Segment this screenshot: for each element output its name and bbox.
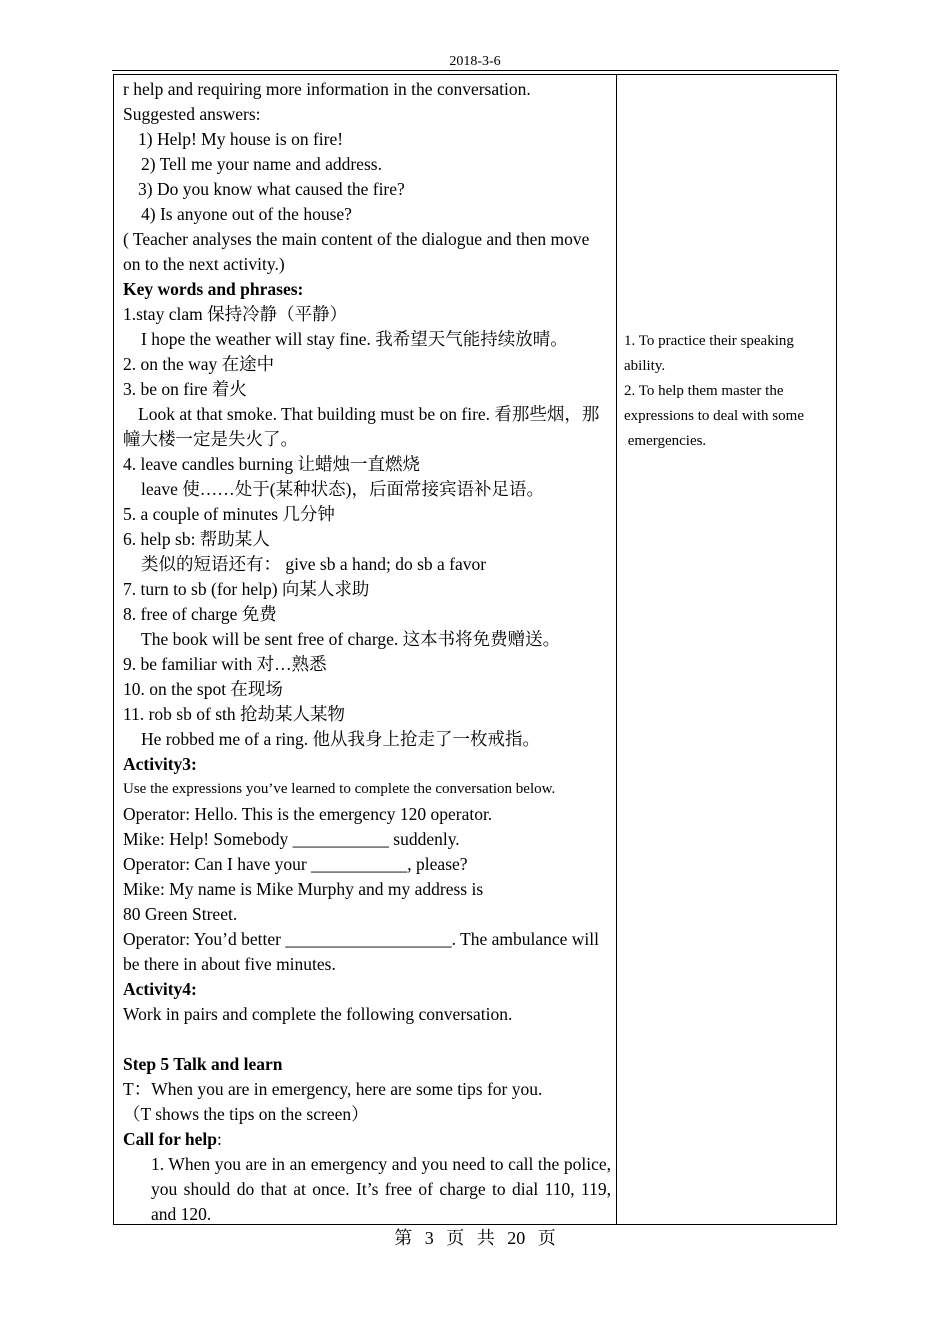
answer-2: 2) Tell me your name and address. bbox=[141, 154, 382, 174]
teacher-note: ( Teacher analyses the main content of the dialogue and then move on to the next activity.) bbox=[123, 229, 590, 274]
answer-3: 3) Do you know what caused the fire? bbox=[138, 179, 405, 199]
phrase-example: 类似的短语还有： give sb a hand; do sb a favor bbox=[141, 554, 487, 574]
page-number: 第 3 页 共 20 页 bbox=[394, 1228, 556, 1248]
purpose-line: emergencies. bbox=[624, 433, 707, 449]
tip-1: 1. When you are in an emergency and you need to call the police, you should do that at once. It’s free of charge to dial 110, 119, and 120. bbox=[151, 1154, 611, 1224]
call-for-help-colon: : bbox=[217, 1129, 222, 1149]
phrase-item: 8. free of charge 免费 bbox=[123, 604, 277, 624]
purpose-column bbox=[624, 329, 834, 454]
call-for-help-heading: Call for help bbox=[123, 1129, 217, 1149]
phrase-item: 4. leave candles burning 让蜡烛一直燃烧 bbox=[123, 454, 420, 474]
step5-text: T：When you are in emergency, here are some tips for you. bbox=[123, 1079, 543, 1099]
conversation-line: Mike: My name is Mike Murphy and my address is bbox=[123, 879, 484, 899]
phrase-item: 1.stay clam 保持冷静（平静） bbox=[123, 304, 348, 324]
phrase-item: 2. on the way 在途中 bbox=[123, 354, 275, 374]
step5-text: （T shows the tips on the screen） bbox=[123, 1104, 369, 1124]
conversation-line: Operator: Can I have your ___________, please? bbox=[123, 854, 468, 874]
activity4-heading: Activity4: bbox=[123, 979, 197, 999]
purpose-line: 1. To practice their speaking bbox=[624, 333, 794, 349]
purpose-line: expressions to deal with some bbox=[624, 408, 804, 424]
call-for-help-line bbox=[123, 1127, 611, 1152]
phrase-item: 5. a couple of minutes 几分钟 bbox=[123, 504, 335, 524]
phrase-item: 10. on the spot 在现场 bbox=[123, 679, 283, 699]
lesson-table bbox=[113, 74, 837, 1225]
procedure-column bbox=[123, 77, 611, 1227]
phrase-item: 7. turn to sb (for help) 向某人求助 bbox=[123, 579, 370, 599]
activity3-instruction: Use the expressions you’ve learned to complete the conversation below. bbox=[123, 781, 556, 797]
column-divider bbox=[616, 75, 617, 1224]
phrase-item: 11. rob sb of sth 抢劫某人某物 bbox=[123, 704, 345, 724]
phrase-example: I hope the weather will stay fine. 我希望天气能持续放晴。 bbox=[141, 329, 568, 349]
activity3-heading: Activity3: bbox=[123, 754, 197, 774]
purpose-line: ability. bbox=[624, 358, 666, 374]
phrase-item: 3. be on fire 着火 bbox=[123, 379, 247, 399]
text-line: Suggested answers: bbox=[123, 104, 261, 124]
phrase-example: leave 使……处于(某种状态)，后面常接宾语补足语。 bbox=[141, 479, 544, 499]
conversation-line: Operator: You’d better ___________________. The ambulance will be there in about five minutes. bbox=[123, 929, 599, 974]
conversation-line: Operator: Hello. This is the emergency 120 operator. bbox=[123, 804, 493, 824]
answer-4: 4) Is anyone out of the house? bbox=[141, 204, 352, 224]
key-words-heading: Key words and phrases: bbox=[123, 279, 304, 299]
spacer bbox=[123, 1027, 611, 1052]
phrase-example: Look at that smoke. That building must be on fire. 看那些烟，那幢大楼一定是失火了。 bbox=[123, 404, 600, 449]
header-rule bbox=[112, 70, 839, 71]
answer-1: 1) Help! My house is on fire! bbox=[138, 129, 344, 149]
activity4-instruction: Work in pairs and complete the following conversation. bbox=[123, 1004, 513, 1024]
step5-heading: Step 5 Talk and learn bbox=[123, 1054, 283, 1074]
purpose-line: 2. To help them master the bbox=[624, 383, 784, 399]
phrase-item: 9. be familiar with 对…熟悉 bbox=[123, 654, 327, 674]
header-date: 2018-3-6 bbox=[449, 54, 501, 69]
phrase-item: 6. help sb: 帮助某人 bbox=[123, 529, 270, 549]
phrase-example: The book will be sent free of charge. 这本书将免费赠送。 bbox=[141, 629, 561, 649]
conversation-line: 80 Green Street. bbox=[123, 904, 238, 924]
conversation-line: Mike: Help! Somebody ___________ suddenly. bbox=[123, 829, 460, 849]
phrase-example: He robbed me of a ring. 他从我身上抢走了一枚戒指。 bbox=[141, 729, 541, 749]
text-line: r help and requiring more information in the conversation. bbox=[123, 79, 531, 99]
